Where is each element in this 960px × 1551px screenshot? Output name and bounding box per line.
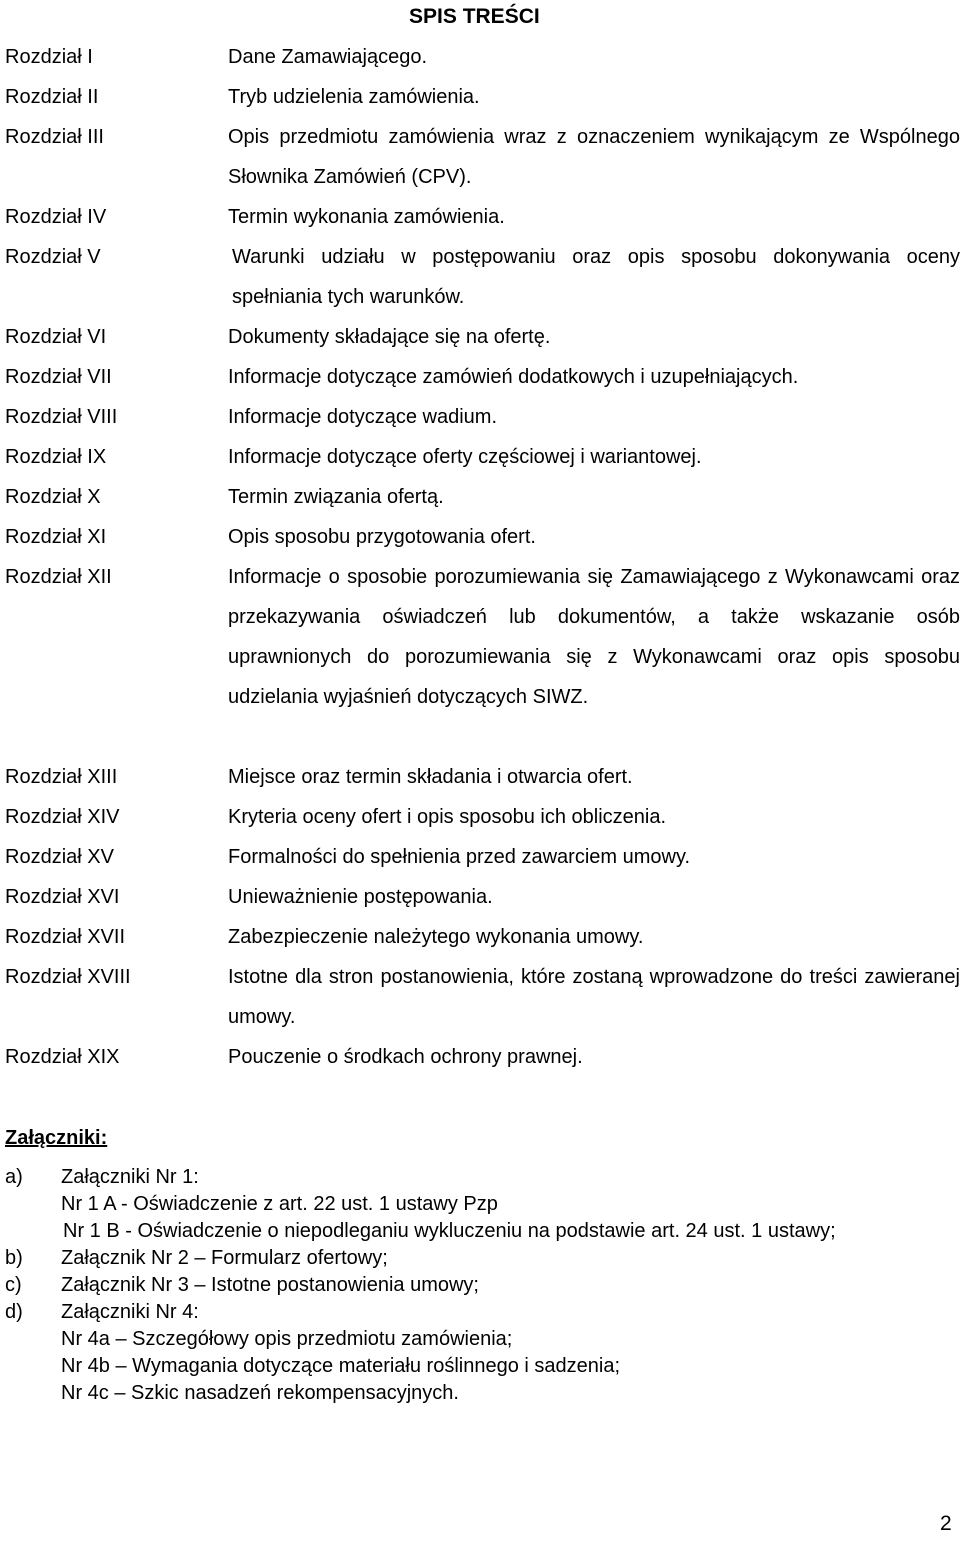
page-number: 2 — [940, 1512, 952, 1535]
chapter-label: Rozdział X — [5, 486, 101, 508]
chapter-title: Informacje dotyczące zamówień dodatkowych i uzupełniających. — [228, 366, 799, 388]
chapter-title: Tryb udzielenia zamówienia. — [228, 86, 480, 108]
attachment-letter: a) — [5, 1166, 23, 1188]
chapter-title: Miejsce oraz termin składania i otwarcia ofert. — [228, 766, 633, 788]
chapter-title: Istotne dla stron postanowienia, które zostaną wprowadzone do treści zawieranej umowy. — [228, 966, 960, 1028]
attachment-subitem — [0, 1353, 960, 1380]
attachment-item — [0, 1164, 960, 1191]
chapter-title: Formalności do spełnienia przed zawarciem umowy. — [228, 846, 691, 868]
attachment-letter: c) — [5, 1274, 22, 1296]
chapter-title: Dokumenty składające się na ofertę. — [228, 326, 551, 348]
chapter-label: Rozdział XII — [5, 566, 112, 588]
chapter-title: Termin wykonania zamówienia. — [228, 206, 505, 228]
chapter-label: Rozdział XV — [5, 846, 114, 868]
attachment-title: Załączniki Nr 4: — [61, 1301, 199, 1323]
attachment-subitem-text: Nr 4c – Szkic nasadzeń rekompensacyjnych. — [61, 1382, 459, 1404]
attachments-heading: Załączniki: — [5, 1127, 108, 1149]
chapter-title: Informacje dotyczące oferty częściowej i wariantowej. — [228, 446, 702, 468]
chapter-label: Rozdział II — [5, 86, 99, 108]
chapter-label: Rozdział IV — [5, 206, 107, 228]
chapter-label: Rozdział XI — [5, 526, 107, 548]
chapter-label: Rozdział III — [5, 126, 104, 148]
chapter-title: Informacje o sposobie porozumiewania się Zamawiającego z Wykonawcami oraz przekazywania oświadczeń lub dokumentów, a także wskazanie osób uprawnionych do porozumiewania się z Wykonawcami oraz opis sposobu udzielania wyjaśnień dotyczących SIWZ. — [228, 566, 960, 708]
chapter-label: Rozdział VI — [5, 326, 107, 348]
attachment-title: Załączniki Nr 1: — [61, 1166, 199, 1188]
attachment-subitem-text: Nr 1 B - Oświadczenie o niepodleganiu wykluczeniu na podstawie art. 24 ust. 1 ustawy; — [63, 1220, 836, 1242]
chapter-label: Rozdział XIV — [5, 806, 120, 828]
attachment-item — [0, 1245, 960, 1272]
attachment-item — [0, 1272, 960, 1299]
chapter-label: Rozdział XIX — [5, 1046, 120, 1068]
chapter-label: Rozdział XVI — [5, 886, 120, 908]
chapter-title: Unieważnienie postępowania. — [228, 886, 493, 908]
attachment-subitem-text: Nr 4a – Szczegółowy opis przedmiotu zamówienia; — [61, 1328, 513, 1350]
chapter-title: Opis sposobu przygotowania ofert. — [228, 526, 536, 548]
attachment-subitem — [0, 1380, 960, 1407]
attachment-letter: d) — [5, 1301, 23, 1323]
chapter-title: Opis przedmiotu zamówienia wraz z oznaczeniem wynikającym ze Wspólnego Słownika Zamówień (CPV). — [228, 126, 960, 188]
attachment-subitem-text: Nr 1 A - Oświadczenie z art. 22 ust. 1 ustawy Pzp — [61, 1193, 498, 1215]
chapter-label: Rozdział XVIII — [5, 966, 131, 988]
chapter-title: Kryteria oceny ofert i opis sposobu ich obliczenia. — [228, 806, 667, 828]
attachment-subitem — [0, 1326, 960, 1353]
chapter-label: Rozdział VII — [5, 366, 112, 388]
chapter-label: Rozdział XVII — [5, 926, 126, 948]
chapter-title: Termin związania ofertą. — [228, 486, 444, 508]
chapter-title: Zabezpieczenie należytego wykonania umowy. — [228, 926, 644, 948]
chapter-label: Rozdział V — [5, 246, 101, 268]
chapter-label: Rozdział XIII — [5, 766, 118, 788]
attachment-item — [0, 1299, 960, 1326]
chapter-title: Pouczenie o środkach ochrony prawnej. — [228, 1046, 583, 1068]
document-title: SPIS TREŚCI — [409, 5, 540, 28]
attachments-list — [0, 1164, 960, 1407]
attachment-title: Załącznik Nr 3 – Istotne postanowienia umowy; — [61, 1274, 479, 1296]
attachment-title: Załącznik Nr 2 – Formularz ofertowy; — [61, 1247, 388, 1269]
chapter-label: Rozdział IX — [5, 446, 107, 468]
chapter-title: Informacje dotyczące wadium. — [228, 406, 498, 428]
chapter-title: Dane Zamawiającego. — [228, 46, 427, 68]
chapter-label: Rozdział I — [5, 46, 93, 68]
chapter-title: Warunki udziału w postępowaniu oraz opis sposobu dokonywania oceny spełniania tych warunków. — [232, 246, 960, 308]
attachment-subitem-text: Nr 4b – Wymagania dotyczące materiału roślinnego i sadzenia; — [61, 1355, 620, 1377]
attachment-subitem — [0, 1191, 960, 1218]
attachment-subitem — [0, 1218, 960, 1245]
chapter-label: Rozdział VIII — [5, 406, 118, 428]
attachment-letter: b) — [5, 1247, 23, 1269]
